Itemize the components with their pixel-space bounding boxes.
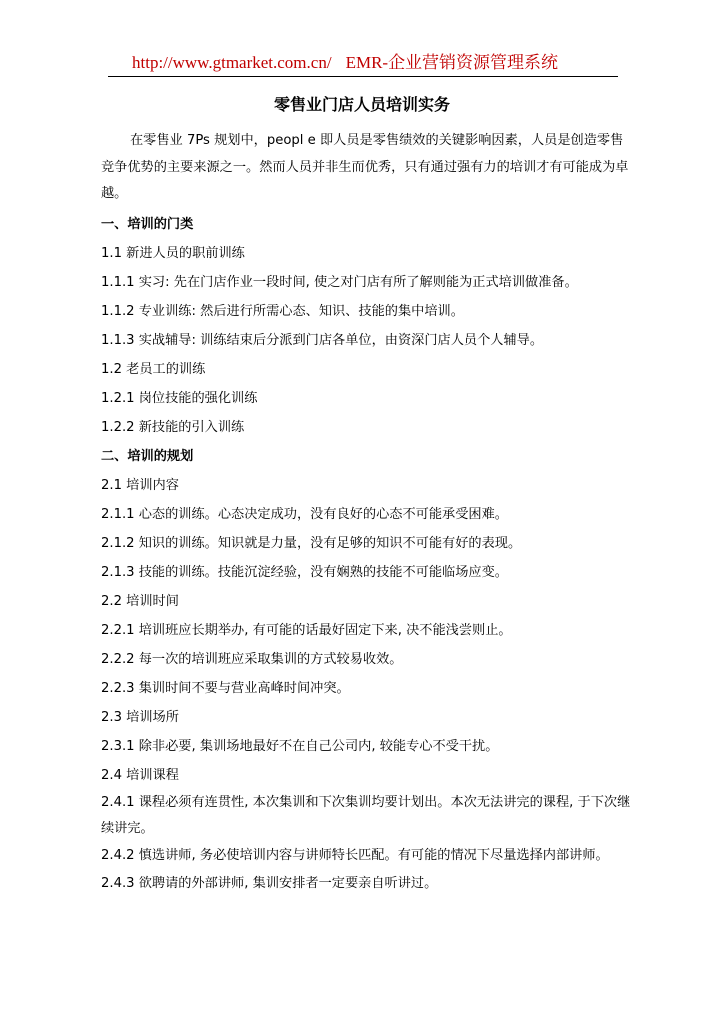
header-divider xyxy=(108,76,618,77)
item-1-1-3: 1.1.3 实战辅导: 训练结束后分派到门店各单位，由资深门店人员个人辅导。 xyxy=(101,332,544,348)
item-1-1-2: 1.1.2 专业训练: 然后进行所需心态、知识、技能的集中培训。 xyxy=(101,303,464,319)
document-title: 零售业门店人员培训实务 xyxy=(273,95,450,114)
item-2-4-1: 2.4.1 课程必须有连贯性, 本次集训和下次集训均要计划出。本次无法讲完的课程, 于下次继续讲完。 xyxy=(101,794,631,836)
item-2-2-2: 2.2.2 每一次的培训班应采取集训的方式较易收效。 xyxy=(101,651,403,667)
item-2-3-1: 2.3.1 除非必要, 集训场地最好不在自己公司内, 较能专心不受干扰。 xyxy=(101,738,499,754)
subsection-2-3: 2.3 培训场所 xyxy=(101,709,179,725)
intro-paragraph: 在零售业 7Ps 规划中，peopl e 即人员是零售绩效的关键影响因素，人员是创造零售竞争优势的主要来源之一。然而人员并非生而优秀，只有通过强有力的培训才有可能成为卓越。 xyxy=(101,133,629,201)
subsection-1-1: 1.1 新进人员的职前训练 xyxy=(101,245,245,261)
subsection-1-2: 1.2 老员工的训练 xyxy=(101,361,206,377)
section-heading-2: 二、培训的规划 xyxy=(101,448,194,464)
item-1-2-1: 1.2.1 岗位技能的强化训练 xyxy=(101,390,258,406)
item-2-2-3: 2.2.3 集训时间不要与营业高峰时间冲突。 xyxy=(101,680,350,696)
item-1-1-1: 1.1.1 实习: 先在门店作业一段时间, 使之对门店有所了解则能为正式培训做准备。 xyxy=(101,274,578,290)
item-2-1-3: 2.1.3 技能的训练。技能沉淀经验，没有娴熟的技能不可能临场应变。 xyxy=(101,564,508,580)
subsection-2-4: 2.4 培训课程 xyxy=(101,767,179,783)
subsection-2-2: 2.2 培训时间 xyxy=(101,593,179,609)
item-2-4-3: 2.4.3 欲聘请的外部讲师, 集训安排者一定要亲自听讲过。 xyxy=(101,876,438,891)
section-heading-1: 一、培训的门类 xyxy=(101,216,194,232)
item-2-1-2: 2.1.2 知识的训练。知识就是力量，没有足够的知识不可能有好的表现。 xyxy=(101,535,522,551)
subsection-2-1: 2.1 培训内容 xyxy=(101,477,179,493)
document-body xyxy=(101,128,631,898)
header-site-name: EMR-企业营销资源管理系统 xyxy=(345,53,559,72)
item-2-2-1: 2.2.1 培训班应长期举办, 有可能的话最好固定下来, 决不能浅尝则止。 xyxy=(101,622,512,638)
item-2-1-1: 2.1.1 心态的训练。心态决定成功，没有良好的心态不可能承受困难。 xyxy=(101,506,508,522)
item-2-4-2: 2.4.2 慎选讲师, 务必使培训内容与讲师特长匹配。有可能的情况下尽量选择内部讲师。 xyxy=(101,847,609,863)
page-header xyxy=(108,52,618,74)
header-url-link[interactable]: http://www.gtmarket.com.cn/ xyxy=(132,53,332,72)
item-1-2-2: 1.2.2 新技能的引入训练 xyxy=(101,419,245,435)
